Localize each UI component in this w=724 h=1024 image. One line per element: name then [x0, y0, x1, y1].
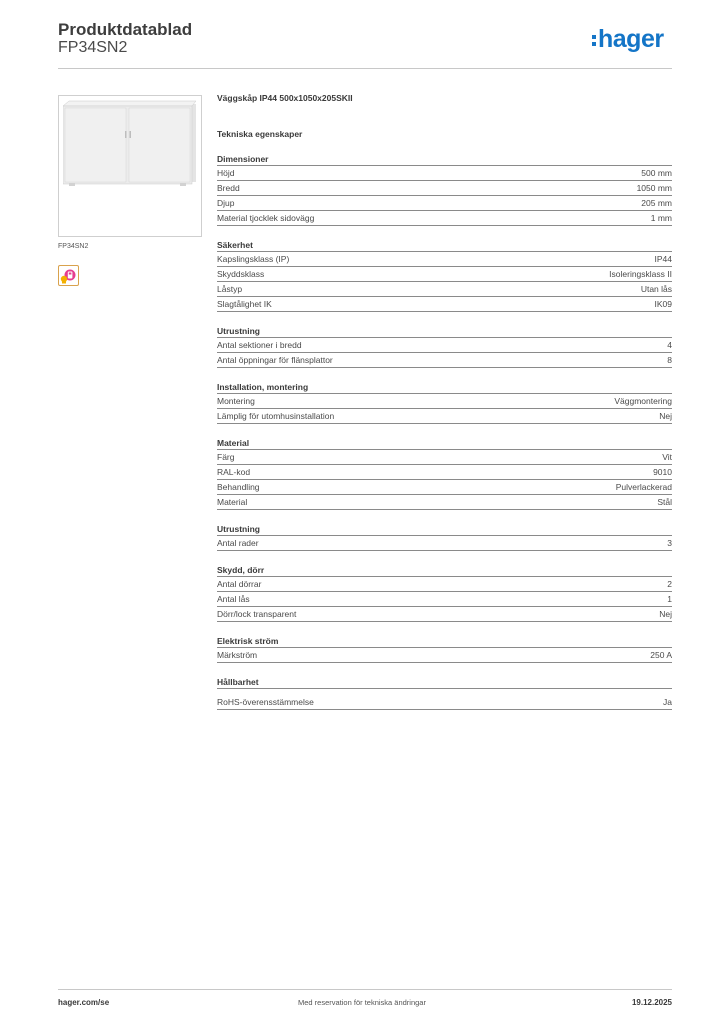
spec-value: Nej — [659, 609, 672, 619]
spec-group — [217, 676, 672, 710]
spec-value: Utan lås — [640, 284, 672, 294]
spec-label: Antal dörrar — [217, 579, 262, 589]
spec-label: Dörr/lock transparent — [217, 609, 297, 619]
spec-label: Djup — [217, 198, 235, 208]
spec-row — [217, 353, 672, 368]
spec-value: Pulverlackerad — [615, 482, 672, 492]
spec-row — [217, 181, 672, 196]
spec-label: RAL-kod — [217, 467, 251, 477]
spec-row — [217, 695, 672, 710]
spec-value: IK09 — [654, 299, 672, 309]
spec-row — [217, 577, 672, 592]
logo-dots-icon — [592, 35, 596, 46]
spec-value: 205 mm — [641, 198, 672, 208]
spec-group-title: Utrustning — [217, 325, 672, 338]
spec-label: Slagtålighet IK — [217, 299, 272, 309]
spec-label: Antal rader — [217, 538, 259, 548]
spec-row — [217, 607, 672, 622]
spec-row — [217, 648, 672, 663]
product-description: Väggskåp IP44 500x1050x205SKII — [217, 93, 353, 103]
specifications — [217, 93, 672, 710]
disclaimer: Med reservation för tekniska ändringar — [298, 998, 426, 1007]
spec-value: Nej — [659, 411, 672, 421]
spec-value: 3 — [667, 538, 672, 548]
spec-label: Antal sektioner i bredd — [217, 340, 302, 350]
spec-row — [217, 394, 672, 409]
spec-row — [217, 338, 672, 353]
spec-value: 1 — [667, 594, 672, 604]
spec-row — [217, 267, 672, 282]
brand-name: hager — [598, 25, 664, 53]
spec-label: Märkström — [217, 650, 258, 660]
spec-row — [217, 409, 672, 424]
spec-group-title: Skydd, dörr — [217, 564, 672, 577]
spec-label: Antal öppningar för flänsplattor — [217, 355, 333, 365]
spec-group — [217, 437, 672, 510]
spec-row — [217, 252, 672, 267]
spec-value: Isoleringsklass II — [609, 269, 672, 279]
spec-row — [217, 465, 672, 480]
spec-group — [217, 523, 672, 551]
spec-value: 8 — [667, 355, 672, 365]
spec-label: Låstyp — [217, 284, 243, 294]
spec-row — [217, 480, 672, 495]
spec-row — [217, 592, 672, 607]
spec-value: 9010 — [653, 467, 672, 477]
page-title: Produktdatablad — [58, 20, 193, 39]
spec-group — [217, 239, 672, 312]
spec-group — [217, 564, 672, 622]
spec-value: Vit — [662, 452, 672, 462]
spec-label: Antal lås — [217, 594, 250, 604]
spec-label: Montering — [217, 396, 255, 406]
spec-group — [217, 381, 672, 424]
spec-group — [217, 635, 672, 663]
spec-group-title: Installation, montering — [217, 381, 672, 394]
spec-group-title: Utrustning — [217, 523, 672, 536]
spec-group — [217, 325, 672, 368]
spec-group-title: Elektrisk ström — [217, 635, 672, 648]
spec-row — [217, 495, 672, 510]
spec-group — [217, 153, 672, 226]
spec-value: 4 — [667, 340, 672, 350]
spec-value: 2 — [667, 579, 672, 589]
wall-cabinet-illustration — [63, 99, 196, 186]
header-divider — [58, 68, 672, 69]
spec-group-title: Dimensioner — [217, 153, 672, 166]
spec-label: Skyddsklass — [217, 269, 265, 279]
hager-logo — [592, 26, 664, 58]
spec-label: Lämplig för utomhusinstallation — [217, 411, 335, 421]
spec-label: Höjd — [217, 168, 235, 178]
spec-label: Färg — [217, 452, 235, 462]
spec-label: Behandling — [217, 482, 260, 492]
spec-label: Material — [217, 497, 248, 507]
spec-value: Ja — [663, 697, 672, 707]
spec-group-title: Säkerhet — [217, 239, 672, 252]
spec-row — [217, 536, 672, 551]
spec-row — [217, 282, 672, 297]
document-date: 19.12.2025 — [631, 998, 672, 1007]
spec-value: IP44 — [654, 254, 672, 264]
spec-label: Bredd — [217, 183, 240, 193]
energy-label-icon — [58, 265, 79, 286]
spec-value: Stål — [657, 497, 672, 507]
spec-row — [217, 196, 672, 211]
section-heading: Tekniska egenskaper — [217, 129, 303, 139]
spec-row — [217, 297, 672, 312]
product-image — [58, 95, 202, 237]
spec-group-title: Material — [217, 437, 672, 450]
image-caption: FP34SN2 — [58, 243, 89, 250]
spec-row — [217, 166, 672, 181]
spec-row — [217, 450, 672, 465]
spec-label: RoHS-överensstämmelse — [217, 697, 314, 707]
spec-value: 500 mm — [641, 168, 672, 178]
spec-value: Väggmontering — [614, 396, 672, 406]
spec-row — [217, 211, 672, 226]
spec-value: 250 A — [650, 650, 672, 660]
website-link[interactable]: hager.com/se — [58, 998, 110, 1007]
spec-label: Kapslingsklass (IP) — [217, 254, 290, 264]
spec-group-title: Hållbarhet — [217, 676, 672, 689]
spec-value: 1 mm — [650, 213, 672, 223]
product-code: FP34SN2 — [58, 39, 128, 56]
footer-divider — [58, 989, 672, 990]
spec-value: 1050 mm — [636, 183, 672, 193]
spec-label: Material tjocklek sidovägg — [217, 213, 315, 223]
